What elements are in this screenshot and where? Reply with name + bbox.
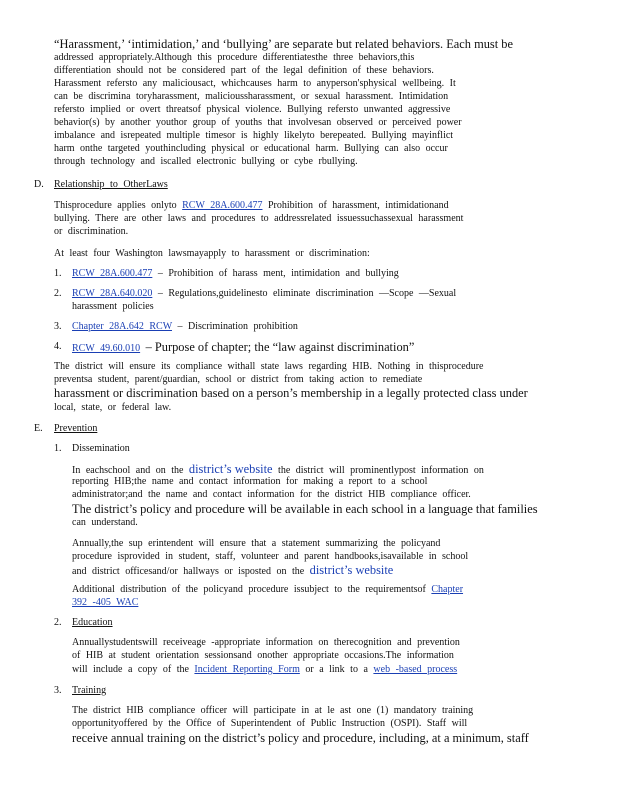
p1-text-pre: Thisprocedure applies onlyto <box>54 200 177 211</box>
intro-line-3: differentiation should not be considered part of the legal definition of these behaviors. <box>54 65 434 76</box>
incident-reporting-form-link[interactable]: Incident Reporting Form <box>194 664 300 675</box>
intro-line-9: harm onthe targeted youthincluding physical or educational harm. Bullying can also occur <box>54 143 448 154</box>
list-item-2-num: 2. <box>54 288 62 299</box>
sub1-pb-line1: Annually,the sup erintendent will ensure that a statement summarizing the policyand <box>72 538 441 549</box>
sub1-pb-line3 <box>72 563 393 578</box>
sub1-pa-line2: reporting HIB;the name and contact information for making a report to a school <box>72 476 428 487</box>
chapter-28a642-rcw-link[interactable]: Chapter 28A.642 RCW <box>72 321 172 332</box>
sub3-heading: Training <box>72 685 107 696</box>
sub2-line3-mid: or a link to a <box>305 664 368 675</box>
intro-line-1: “Harassment,’ ‘intimidation,’ and ‘bullying’ are separate but related behaviors. Each must be <box>54 37 513 51</box>
section-d-p3-line2: preventsa student, parent/guardian, school or district from taking action to remediate <box>54 374 423 385</box>
list-item-3-text: – Discrimination prohibition <box>177 321 298 332</box>
intro-line-5: can be discrimina toryharassment, malicioussharassment, or sexual harassment. Intimidation <box>54 91 449 102</box>
sub1-pa-line5: can understand. <box>72 517 138 528</box>
list-item-1-num: 1. <box>54 268 62 279</box>
sub3-line2: opportunityoffered by the Office of Superintendent of Public Instruction (OSPI). Staff will <box>72 718 468 729</box>
list-item-2 <box>72 288 456 300</box>
section-e-marker: E. <box>34 423 43 434</box>
rcw-28a640020-link[interactable]: RCW 28A.640.020 <box>72 288 153 299</box>
districts-website-text-1: district’s website <box>188 462 273 476</box>
sub1-num: 1. <box>54 443 62 454</box>
section-d-p3-line3: harassment or discrimination based on a person’s membership in a legally protected class under <box>54 386 528 400</box>
p1-text-post: Prohibition of harassment, intimidationand <box>267 200 449 211</box>
intro-line-10: through technology and iscalled electronic bullying or cybe rbullying. <box>54 156 358 167</box>
section-d-p2: At least four Washington lawsmayapply to harassment or discrimination: <box>54 248 370 259</box>
sub1-pb-pre: and district officesand/or hallways or isposted on the <box>72 566 305 577</box>
sub3-num: 3. <box>54 685 62 696</box>
list-item-4 <box>72 340 414 355</box>
list-item-3 <box>72 321 298 333</box>
section-d-p1-line1 <box>54 200 449 212</box>
sub1-pc-line1 <box>72 584 463 596</box>
list-item-3-num: 3. <box>54 321 62 332</box>
intro-line-6: refersto implied or overt threatsof physical violence. Bullying refersto unwanted aggressive <box>54 104 451 115</box>
sub2-line1: Annuallystudentswill receiveage -appropriate information on therecognition and prevention <box>72 637 460 648</box>
list-item-2-continuation: harassment policies <box>72 301 154 312</box>
sub2-line3-pre: will include a copy of the <box>72 664 189 675</box>
rcw-28a600477-item-link[interactable]: RCW 28A.600.477 <box>72 268 153 279</box>
section-d-p1-line2: bullying. There are other laws and procedures to addressrelated issuessuchassexual harassment <box>54 213 464 224</box>
web-based-process-link[interactable]: web -based process <box>373 664 458 675</box>
sub1-pc-pre: Additional distribution of the policyand procedure issubject to the requirementsof <box>72 584 426 595</box>
districts-website-text-2: district’s website <box>309 563 394 577</box>
list-item-4-text: – Purpose of chapter; the “law against discrimination” <box>145 340 415 354</box>
chapter-link[interactable]: Chapter <box>431 584 464 595</box>
list-item-1-text: – Prohibition of harass ment, intimidation and bullying <box>157 268 399 279</box>
sub1-pa-pre: In eachschool and on the <box>72 465 184 476</box>
sub3-line1: The district HIB compliance officer will participate in at le ast one (1) mandatory training <box>72 705 474 716</box>
sub1-heading: Dissemination <box>72 443 130 454</box>
sub1-pb-line2: procedure isprovided in student, staff, volunteer and parent handbooks,isavailable in school <box>72 551 469 562</box>
intro-line-8: imbalance and isrepeated multiple timesor is highly likelyto berepeated. Bullying mayinflict <box>54 130 454 141</box>
rcw-4960010-link[interactable]: RCW 49.60.010 <box>72 343 141 354</box>
rcw-28a600477-link[interactable]: RCW 28A.600.477 <box>182 200 263 211</box>
intro-line-7: behavior(s) by another youthor group of youths that involvesan observed or perceived power <box>54 117 462 128</box>
sub2-line2: of HIB at student orientation sessionsand onother appropriate occasions.The information <box>72 650 454 661</box>
section-d-heading: Relationship to OtherLaws <box>54 179 168 190</box>
sub2-heading: Education <box>72 617 113 628</box>
list-item-4-num: 4. <box>54 341 62 352</box>
wac-392-405-link[interactable]: 392 -405 WAC <box>72 597 139 608</box>
sub1-pa-line4: The district’s policy and procedure will be available in each school in a language that families <box>72 502 538 516</box>
sub2-line3 <box>72 664 457 676</box>
sub2-num: 2. <box>54 617 62 628</box>
section-e-heading: Prevention <box>54 423 98 434</box>
intro-line-4: Harassment refersto any maliciousact, whichcauses harm to anyperson'sphysical wellbeing. It <box>54 78 456 89</box>
section-d-p3-line1: The district will ensure its compliance withall state laws regarding HIB. Nothing in thisprocedure <box>54 361 484 372</box>
sub1-pa-line1 <box>72 462 484 477</box>
intro-line-2: addressed appropriately.Although this procedure differentiatesthe three behaviors,this <box>54 52 415 63</box>
section-d-p3-line4: local, state, or federal law. <box>54 402 172 413</box>
list-item-2-text: – Regulations,guidelinesto eliminate discrimination —Scope —Sexual <box>157 288 457 299</box>
section-d-marker: D. <box>34 179 44 190</box>
sub1-pa-post: the district will prominentlypost information on <box>278 465 484 476</box>
section-d-p1-line3: or discrimination. <box>54 226 129 237</box>
list-item-1 <box>72 268 399 280</box>
sub1-pa-line3: administrator;and the name and contact information for the district HIB compliance officer. <box>72 489 471 500</box>
sub3-line3: receive annual training on the district’s policy and procedure, including, at a minimum, staff <box>72 731 529 745</box>
